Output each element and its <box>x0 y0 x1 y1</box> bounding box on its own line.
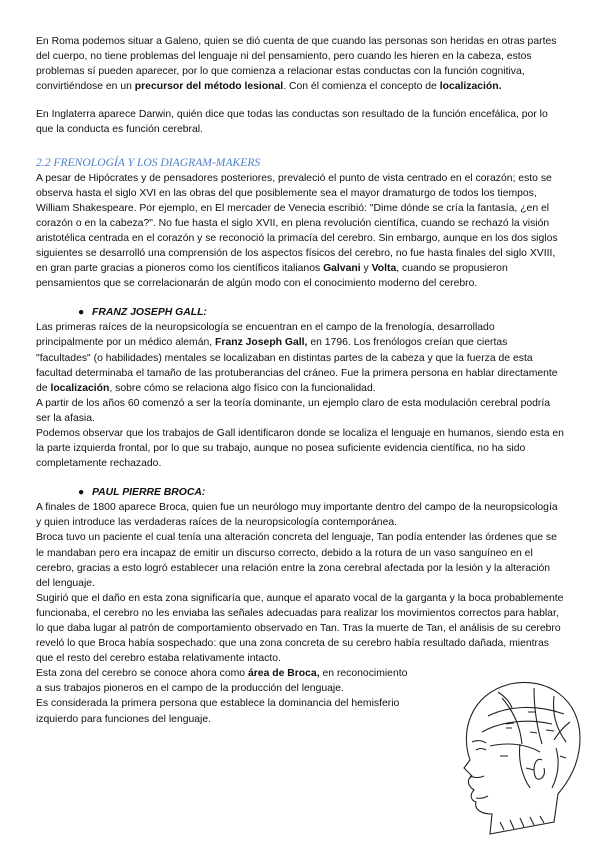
broca-paragraph-2: Broca tuvo un paciente el cual tenía una alteración concreta del lenguaje, Tan podía entender las órdenes que se le mandaban pero era incapaz de emitir un discurso correcto, debido a la rotura de un vaso sanguíneo en el cerebro, gracias a esto logró establecer una relación entre la zona cerebral afectada por la lesión y la alteración del lenguaje. <box>36 532 557 589</box>
broca-paragraph-4: Esta zona del cerebro se conoce ahora como área de Broca, en reconocimiento a sus trabajos pioneros en el campo de la producción del lenguaje. <box>36 668 408 695</box>
gall-paragraph-1: Las primeras raíces de la neuropsicología se encuentran en el campo de la frenología, desarrollado principalmente por un médico alemán, Franz Joseph Gall, en 1796. Los frenólogos creían que ciertas "facultades" (o habilidades) mentales se localizaban en distintas partes de la cabeza y que la fuerza de esta facultad determinaba el tamaño de las protuberancias del cráneo. Fue la primera persona en hablar directamente de localización, sobre cómo se relaciona algo físico con la funcionalidad. <box>36 322 558 394</box>
bullet-icon: ● <box>78 307 85 319</box>
phrenology-head-icon <box>430 672 590 840</box>
broca-heading: ● PAUL PIERRE BROCA: <box>78 487 206 499</box>
document-page <box>36 34 564 727</box>
section-heading: 2.2 FRENOLOGÍA Y LOS DIAGRAM-MAKERS <box>36 155 261 169</box>
broca-paragraph-3: Sugirió que el daño en esta zona significaría que, aunque el aparato vocal de la garganta y la boca probablemente funcionaba, el cerebro no les enviaba las señales adecuadas para realizar los movimientos correctos para hablar, lo que daba lugar al patrón de comportamiento observado en Tan. Tras la muerte de Tan, el análisis de su cerebro reveló lo que Broca había sospechado: que una zona concreta de su cerebro había resultado dañada, mientras que el resto del cerebro estaba relativamente intacto. <box>36 592 564 665</box>
galeno-paragraph: En Roma podemos situar a Galeno, quien se dió cuenta de que cuando las personas son heridas en otras partes del cuerpo, no tiene problemas del lenguaje ni del pensamiento, pero cuando les hieren en la cabeza, estos problemas sí pueden aparecer, por lo que comienza a relacionar estas conductas con la función cognitiva, convirtiéndose en un precursor del método lesional. Con él comienza el concepto de localización. <box>36 36 557 93</box>
darwin-paragraph: En Inglaterra aparece Darwin, quién dice que todas las conductas son resultado de la función encefálica, por lo que la conducta es función cerebral. <box>36 109 548 136</box>
gall-heading: ● FRANZ JOSEPH GALL: <box>78 307 207 319</box>
broca-paragraph-1: A finales de 1800 aparece Broca, quien fue un neurólogo muy importante dentro del campo de la neuropsicología y quien introduce las verdaderas raíces de la neuropsicología contemporánea. <box>36 502 558 529</box>
bullet-icon: ● <box>78 487 85 499</box>
broca-paragraph-5: Es considerada la primera persona que establece la dominancia del hemisferio izquierdo para funciones del lenguaje. <box>36 698 400 725</box>
gall-paragraph-3: Podemos observar que los trabajos de Gall identificaron donde se localiza el lenguaje en humanos, siendo esta en la parte izquierda frontal, por lo que su trabajo, aunque no posea suficiente evidencia científica, no ha sido completamente rechazado. <box>36 427 564 470</box>
gall-paragraph-2: A partir de los años 60 comenzó a ser la teoría dominante, un ejemplo claro de esta modulación cerebral podría ser la afasia. <box>36 397 551 424</box>
frenologia-paragraph: A pesar de Hipócrates y de pensadores posteriores, prevaleció el punto de vista centrado en el corazón; esto se observa hasta el siglo XVI en las obras del que posiblemente sea el mayor dramaturgo de todos los tiempos, William Shakespeare. Por ejemplo, en El mercader de Venecia escribió: "Dime dónde se cría la fantasía, ¿en el corazón o en la cabeza?". No fue hasta el siglo XVII, en plena revolución científica, cuando se rechazó la visión aristotélica centrada en el corazón y se reconoció la primacía del cerebro. Sin embargo, aunque en los dos siglos siguientes se desarrolló una comprensión de los aspectos físicos del cerebro, no fue hasta finales del siglo XVIII, en gran parte gracias a pioneros como los científicos italianos Galvani y Volta, cuando se propusieron pensamientos que se correlacionarán de algún modo con el conocimiento moderno del cerebro. <box>36 172 558 290</box>
